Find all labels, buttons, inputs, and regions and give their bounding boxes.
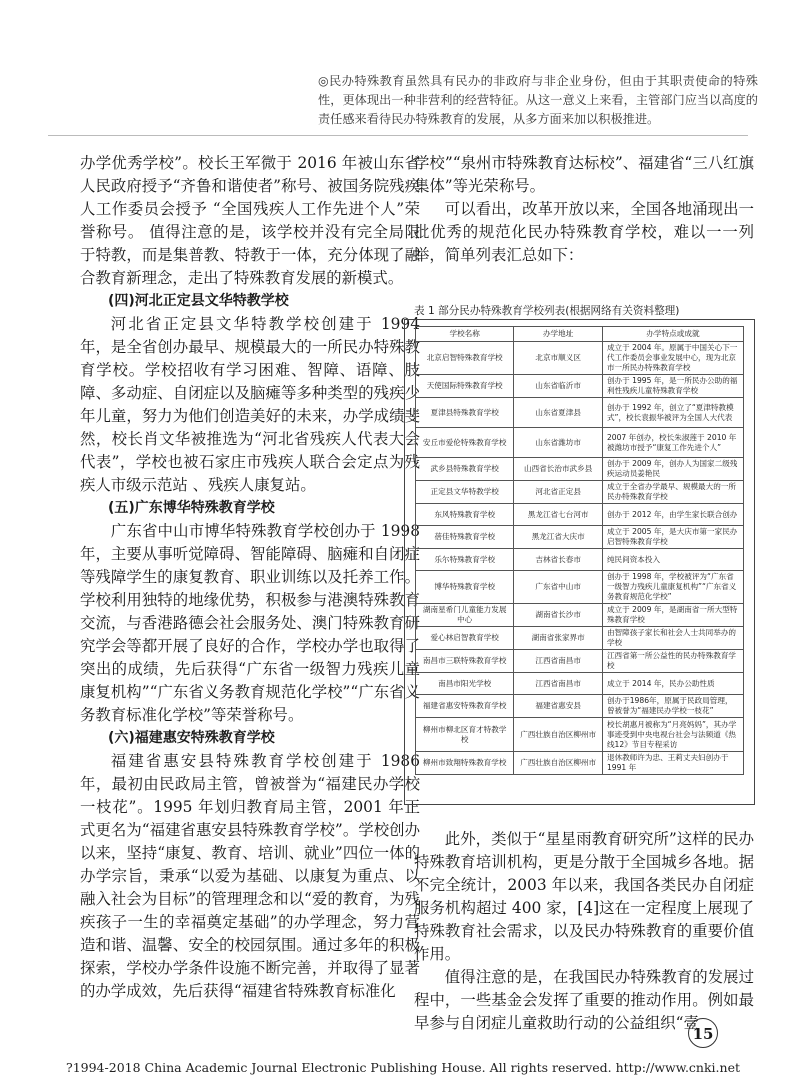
section-heading: (六)福建惠安特殊教育学校	[108, 730, 275, 746]
table-row	[416, 604, 744, 627]
school-name-cell: 蓓佳特殊教育学校	[416, 526, 514, 549]
table-row	[416, 752, 744, 775]
school-feature-cell: 纯民间资本投入	[602, 549, 743, 571]
paragraph: 值得注意的是，在我国民办特殊教育的发展过程中，一些基金会发挥了重要的推动作用。例如最早参与自闭症儿童救助行动的公益组织“壹	[414, 968, 754, 1032]
table-row	[416, 673, 744, 695]
school-address-cell: 广东省中山市	[514, 571, 603, 604]
school-address-cell: 山西省长治市武乡县	[514, 458, 603, 481]
school-feature-cell: 创办于 2009 年，创办人为国家二级残疾运动员姜艳民	[602, 458, 743, 481]
school-address-cell: 黑龙江省七台河市	[514, 504, 603, 526]
school-address-cell: 北京市顺义区	[514, 342, 603, 375]
school-feature-cell: 由智障孩子家长和社会人士共同举办的学校	[602, 627, 743, 650]
table-caption: 表 1 部分民办特殊教育学校列表(根据网络有关资料整理)	[414, 305, 680, 317]
left-column	[80, 152, 420, 1003]
school-feature-cell: 创办于1986年，原属于民政局管理，曾被誉为“福建民办学校一枝花”	[602, 695, 743, 718]
school-name-cell: 博华特殊教育学校	[416, 571, 514, 604]
school-feature-cell: 创办于 1992 年，创立了“夏津特教模式”，校长袁振华被评为全国人大代表	[602, 398, 743, 428]
school-feature-cell: 校长胡惠月被称为“月亮妈妈”，其办学事迹受到中央电视台社会与法频道《热线12》节目专程采访	[602, 718, 743, 752]
header-rule	[48, 135, 748, 136]
table-row	[416, 526, 744, 549]
section-heading: (五)广东博华特殊教育学校	[108, 500, 275, 516]
school-name-cell: 湖南星希门儿童能力发展中心	[416, 604, 514, 627]
school-address-cell: 江西省南昌市	[514, 650, 603, 673]
school-feature-cell: 成立于全省办学最早、规模最大的一所民办特殊教育学校	[602, 481, 743, 504]
table-frame	[404, 319, 755, 805]
table-row	[416, 718, 744, 752]
paragraph: 此外，类似于“星星雨教育研究所”这样的民办特殊教育培训机构，更是分散于全国城乡各地。据不完全统计，2003 年以来，我国各类民办自闭症服务机构超过 400 家，[4]这在一定程度上展现了特殊教育社会需求，以及民办特殊教育的重要价值作用。	[414, 830, 754, 963]
school-name-cell: 正定县文华特教学校	[416, 481, 514, 504]
school-name-cell: 福建省惠安特殊教育学校	[416, 695, 514, 718]
school-feature-cell: 创办于 1995 年，是一所民办公助的福利性残疾儿童特殊教育学校	[602, 375, 743, 398]
paragraph: 办学优秀学校”。校长王军微于 2016 年被山东省人民政府授予“齐鲁和谐使者”称号、被国务院残疾人工作委员会授予 “全国残疾人工作先进个人”荣誉称号。 值得注意的是，该学校并没有完全局限于特教，而是集普教、特教于一体，充分体现了融合教育新理念，走出了特殊教育发展的新模式。	[80, 154, 420, 287]
schools-table	[415, 326, 744, 775]
school-address-cell: 河北省正定县	[514, 481, 603, 504]
school-address-cell: 广西壮族自治区柳州市	[514, 718, 603, 752]
school-address-cell: 江西省南昌市	[514, 673, 603, 695]
school-address-cell: 福建省惠安县	[514, 695, 603, 718]
table-row	[416, 458, 744, 481]
school-name-cell: 夏津县特殊教育学校	[416, 398, 514, 428]
page-number: 15	[688, 1018, 718, 1048]
table-row	[416, 650, 744, 673]
school-name-cell: 武乡县特殊教育学校	[416, 458, 514, 481]
paragraph: 可以看出，改革开放以来，全国各地涌现出一批优秀的规范化民办特殊教育学校，难以一一列举，简单列表汇总如下：	[414, 200, 754, 264]
school-name-cell: 乐尔特殊教育学校	[416, 549, 514, 571]
school-feature-cell: 江西省第一所公益性的民办特殊教育学校	[602, 650, 743, 673]
table-row	[416, 398, 744, 428]
school-name-cell: 柳州市致翔特殊教育学校	[416, 752, 514, 775]
school-address-cell: 山东省潍坊市	[514, 428, 603, 458]
table-row	[416, 504, 744, 526]
school-feature-cell: 成立于 2005 年，是大庆市第一家民办启智特殊教育学校	[602, 526, 743, 549]
right-column-bottom	[414, 828, 754, 1035]
table-row	[416, 428, 744, 458]
school-name-cell: 北京启智特殊教育学校	[416, 342, 514, 375]
school-name-cell: 南昌市三联特殊教育学校	[416, 650, 514, 673]
school-name-cell: 爱心林启智教育学校	[416, 627, 514, 650]
paragraph: 广东省中山市博华特殊教育学校创办于 1998 年，主要从事听觉障碍、智能障碍、脑瘫和自闭症等残障学生的康复教育、职业训练以及托养工作。学校利用独特的地缘优势，积极参与港澳特殊教育交流，与香港路德会社会服务处、澳门特殊教育研究学会等都开展了良好的合作，学校办学也取得了突出的成绩，先后获得“广东省一级智力残疾儿童康复机构”“广东省义务教育规范化学校”“广东省义务教育标准化学校”等荣誉称号。	[80, 522, 420, 724]
table-row	[416, 342, 744, 375]
school-feature-cell: 退休教师许为忠、王莉丈夫妇创办于 1991 年	[602, 752, 743, 775]
section-heading: (四)河北正定县文华特教学校	[108, 293, 289, 309]
table-row	[416, 695, 744, 718]
column-header: 办学特点或成就	[602, 327, 743, 342]
school-feature-cell: 成立于 2004 年。原属于中国关心下一代工作委员会事业发展中心，现为北京市一所民办特殊教育学校	[602, 342, 743, 375]
paragraph: 学校”“泉州市特殊教育达标校”、福建省“三八红旗集体”等光荣称号。	[414, 154, 754, 195]
school-address-cell: 湖南省长沙市	[514, 604, 603, 627]
school-feature-cell: 成立于 2009 年，是湖南省一所大型特殊教育学校	[602, 604, 743, 627]
school-name-cell: 柳州市柳北区育才特教学校	[416, 718, 514, 752]
table-row	[416, 375, 744, 398]
school-address-cell: 广西壮族自治区柳州市	[514, 752, 603, 775]
school-feature-cell: 创办于 1998 年，学校被评为“广东省一级智力残疾儿童康复机构”“广东省义务教育规范化学校”	[602, 571, 743, 604]
school-address-cell: 吉林省长春市	[514, 549, 603, 571]
top-note: ◎民办特殊教育虽然具有民办的非政府与非企业身份，但由于其职责使命的特殊性，更体现出一种非营利的经营特征。从这一意义上来看，主管部门应当以高度的责任感来看待民办特殊教育的发展，从多方面来加以积极推进。	[318, 74, 758, 126]
table-row	[416, 549, 744, 571]
school-feature-cell: 创办于 2012 年，由学生家长联合创办	[602, 504, 743, 526]
school-name-cell: 南昌市阳光学校	[416, 673, 514, 695]
paragraph: 福建省惠安县特殊教育学校创建于 1986 年，最初由民政局主管，曾被誉为“福建民办学校一枝花”。1995 年划归教育局主管，2001 年正式更名为“福建省惠安县特殊教育学校”。学校创办以来，坚持“康复、教育、培训、就业”四位一体的办学宗旨，秉承“以爱为基础、以康复为重点、以融入社会为目标”的管理理念和以“爱的教育，为残疾孩子一生的幸福奠定基础”的办学理念，努力营造和谐、温馨、安全的校园氛围。通过多年的积极探索，学校办学条件设施不断完善，并取得了显著的办学成效，先后获得“福建省特殊教育标准化	[80, 752, 420, 1000]
school-address-cell: 黑龙江省大庆市	[514, 526, 603, 549]
school-address-cell: 山东省夏津县	[514, 398, 603, 428]
paragraph: 河北省正定县文华特教学校创建于 1994 年，是全省创办最早、规模最大的一所民办特殊教育学校。学校招收有学习困难、智障、语障、肢障、多动症、自闭症以及脑瘫等多种类型的残疾少年儿童，努力为他们创造美好的未来，办学成绩斐然，校长肖文华被推选为“河北省残疾人代表大会代表”，学校也被石家庄市残疾人联合会定点为残疾人市级示范站 、残疾人康复站。	[80, 315, 420, 494]
table-row	[416, 571, 744, 604]
school-feature-cell: 2007 年创办，校长朱淑莲于 2010 年被潍坊市授予“康复工作先进个人”	[602, 428, 743, 458]
school-feature-cell: 成立于 2014 年，民办公助性质	[602, 673, 743, 695]
column-header: 学校名称	[416, 327, 514, 342]
table-header-row	[416, 327, 744, 342]
school-name-cell: 天使国际特殊教育学校	[416, 375, 514, 398]
school-address-cell: 湖南省张家界市	[514, 627, 603, 650]
table-row	[416, 627, 744, 650]
school-name-cell: 东风特殊教育学校	[416, 504, 514, 526]
school-name-cell: 安丘市爱伦特殊教育学校	[416, 428, 514, 458]
right-column-top	[414, 152, 754, 267]
column-header: 办学地址	[514, 327, 603, 342]
copyright-footer: ?1994-2018 China Academic Journal Electronic Publishing House. All rights reserved. http://www.cnki.net	[66, 1060, 740, 1075]
table-row	[416, 481, 744, 504]
school-address-cell: 山东省临沂市	[514, 375, 603, 398]
